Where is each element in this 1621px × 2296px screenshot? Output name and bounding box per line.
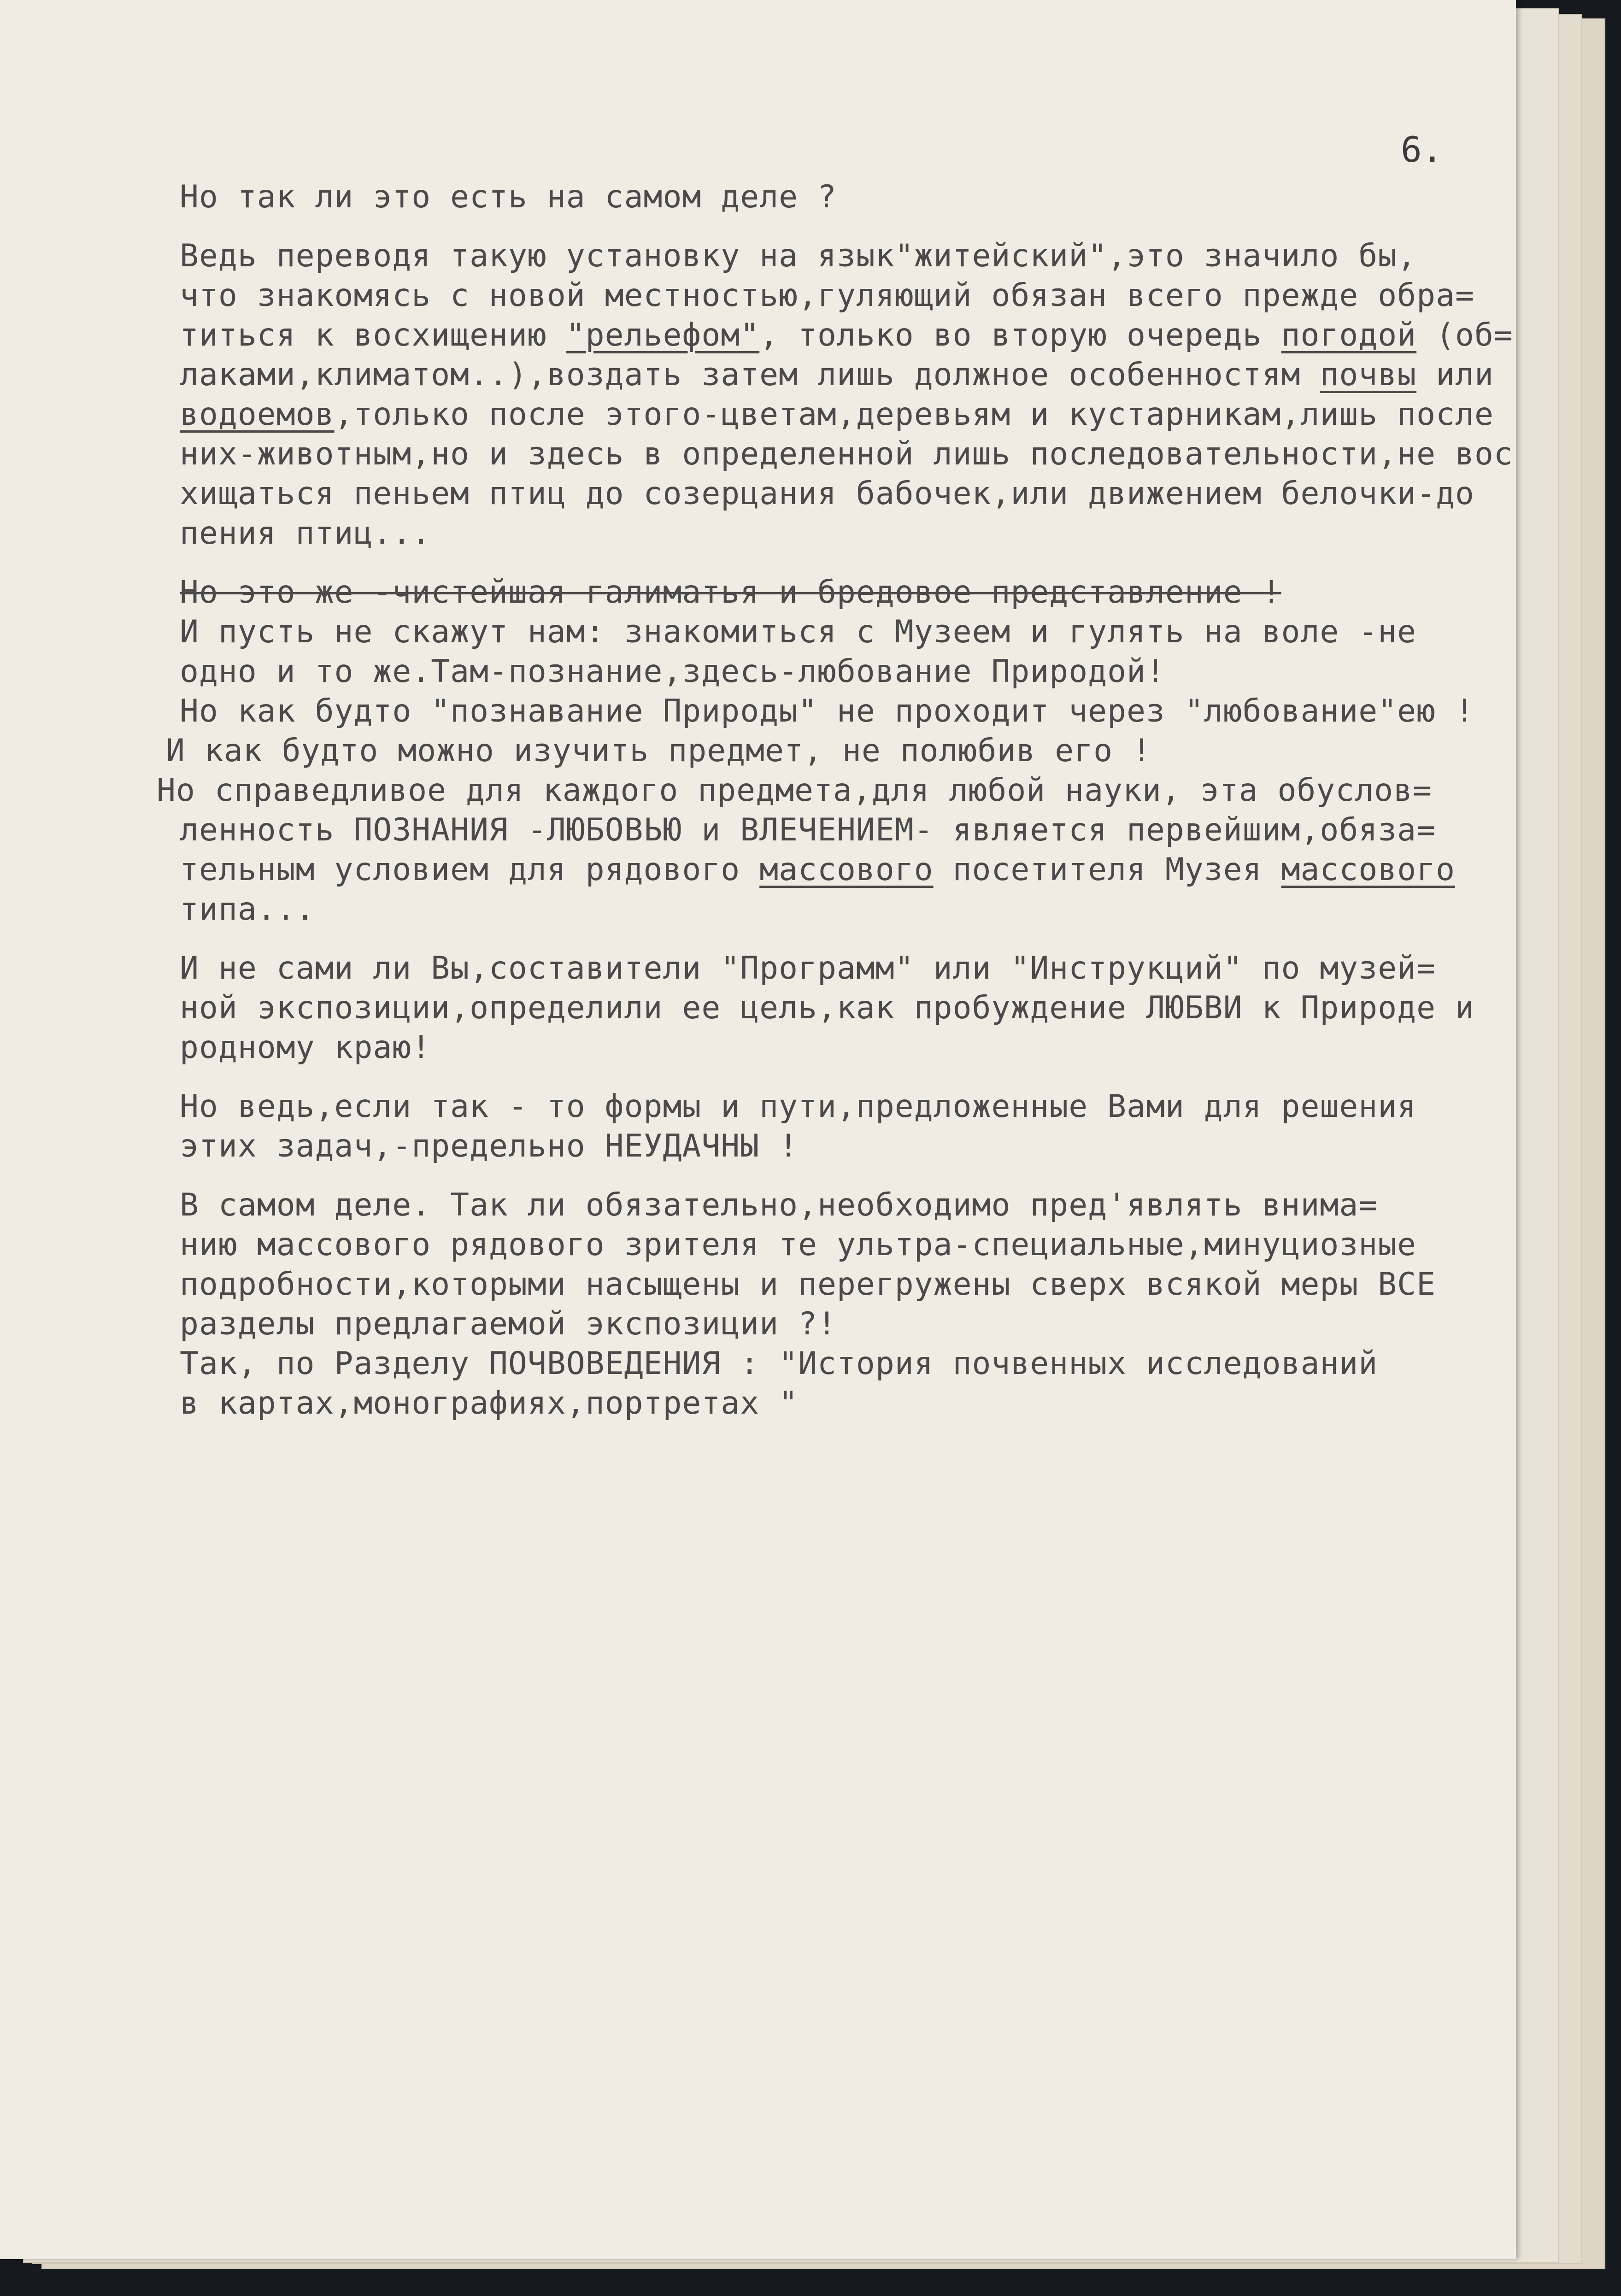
text-line: хищаться пеньем птиц до созерцания бабочек,или движением белочки-до xyxy=(180,476,1474,512)
text-line: нию массового рядового зрителя те ультра-специальные,минуциозные xyxy=(180,1227,1417,1263)
text-line: Ведь переводя такую установку на язык"житейский",это значило бы, xyxy=(180,238,1417,274)
text-line: Но ведь,если так - то формы и пути,предложенные Вами для решения xyxy=(180,1088,1417,1125)
text-line: Но как будто "познавание Природы" не проходит через "любование"ею ! xyxy=(180,693,1474,729)
underlined-word: "рельефом" xyxy=(566,317,760,353)
text-line: одно и то же.Там-познание,здесь-любование Природой! xyxy=(180,653,1165,690)
line-gap xyxy=(138,553,1511,573)
text-line: титься к восхищению "рельефом", только во вторую очередь погодой (об= xyxy=(180,317,1513,353)
underlined-word: массового xyxy=(759,851,934,888)
text-line: В самом деле. Так ли обязательно,необходимо пред'являть внима= xyxy=(180,1187,1378,1223)
text-line: И как будто можно изучить предмет, не полюбив его ! xyxy=(166,733,1151,769)
text-line: лаками,климатом..),воздать затем лишь должное особенностям почвы или xyxy=(180,357,1494,393)
text-line: Так, по Разделу ПОЧВОВЕДЕНИЯ : "История почвенных исследований xyxy=(180,1345,1378,1382)
text-line: в картах,монографиях,портретах " xyxy=(180,1385,799,1421)
line-gap xyxy=(138,929,1511,949)
line-gap xyxy=(138,1068,1511,1087)
text-line: пения птиц... xyxy=(180,515,431,552)
text-line: родному краю! xyxy=(180,1029,431,1066)
text-line-crossed: Но это же -чистейшая галиматья и бредовое представление ! xyxy=(180,574,1281,611)
underlined-word: массового xyxy=(1281,851,1456,888)
body-text xyxy=(138,177,1511,1423)
underlined-word: погодой xyxy=(1281,317,1417,353)
line-gap xyxy=(138,217,1511,236)
text-line: подробности,которыми насыщены и перегружены сверх всякой меры ВСЕ xyxy=(180,1266,1436,1303)
text-line: этих задач,-предельно НЕУДАЧНЫ ! xyxy=(180,1128,799,1164)
underlined-word: почвы xyxy=(1320,357,1417,393)
text-line: И пусть не скажут нам: знакомиться с Музеем и гулять на воле -не xyxy=(180,614,1417,650)
page-number: 6. xyxy=(1401,129,1443,170)
underlined-word: водоемов xyxy=(180,396,335,433)
text-line: водоемов,только после этого-цветам,деревьям и кустарникам,лишь после xyxy=(180,396,1494,433)
text-line: типа... xyxy=(180,891,315,928)
text-line: Но так ли это есть на самом деле ? xyxy=(180,179,837,215)
text-line: ленность ПОЗНАНИЯ -ЛЮБОВЬЮ и ВЛЕЧЕНИЕМ- является первейшим,обяза= xyxy=(180,812,1436,848)
text-line: что знакомясь с новой местностью,гуляющий обязан всего прежде обра= xyxy=(180,277,1474,314)
text-line: разделы предлагаемой экспозиции ?! xyxy=(180,1306,837,1342)
text-line: Но справедливое для каждого предмета,для любой науки, эта обуслов= xyxy=(157,772,1433,809)
text-line: И не сами ли Вы,составители "Программ" или "Инструкций" по музей= xyxy=(180,950,1436,987)
text-line: них-животным,но и здесь в определенной лишь последовательности,не вос xyxy=(180,436,1513,472)
text-line: тельным условием для рядового массового посетителя Музея массового xyxy=(180,851,1456,888)
text-line: ной экспозиции,определили ее цель,как пробуждение ЛЮБВИ к Природе и xyxy=(180,990,1474,1026)
line-gap xyxy=(138,1166,1511,1186)
